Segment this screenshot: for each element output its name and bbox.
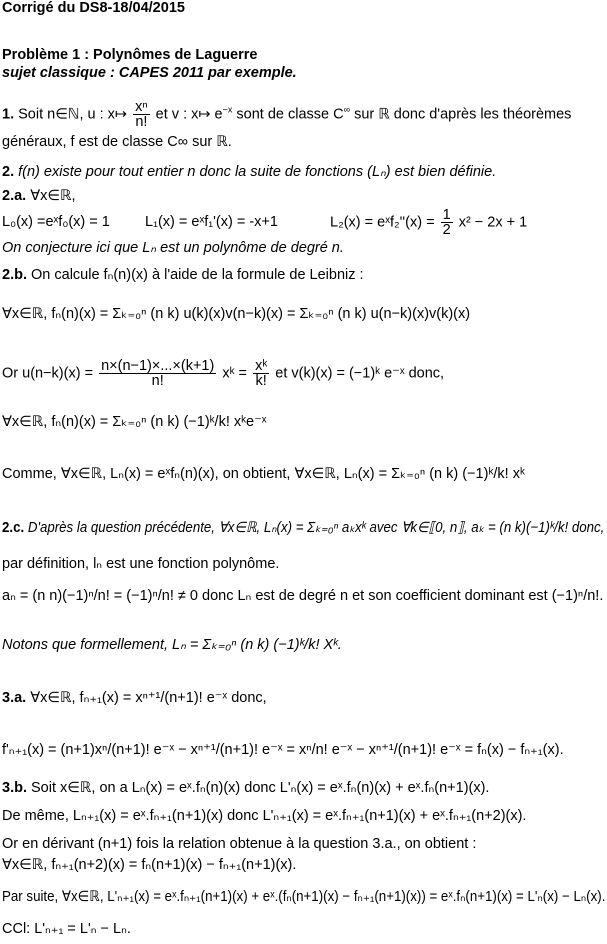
q2a-L2-frac <box>441 208 453 237</box>
q2c-label: 2.c. <box>2 520 25 536</box>
page-title: Corrigé du DS8-18/04/2015 <box>2 0 185 16</box>
q2c-def: par définition, lₙ est une fonction polynôme. <box>2 556 280 572</box>
q2b-or-a: Or u(n−k)(x) = <box>2 365 94 382</box>
q2b-line <box>2 267 364 283</box>
q3b-label: 3.b. <box>2 780 27 796</box>
q2a-L2-num: 1 <box>442 207 451 223</box>
q1-text-b: et v : x↦ e <box>155 106 223 123</box>
q2a-L2 <box>330 208 527 237</box>
q2b-or-den2: k! <box>255 373 267 389</box>
q2b-or-c: et v(k)(x) = (−1)ᵏ e⁻ˣ donc, <box>275 365 445 382</box>
q1-infty: ∞ <box>343 104 351 115</box>
q2b-text: On calcule fₙ(n)(x) à l'aide de la formule de Leibniz : <box>31 267 364 283</box>
q3a-text: ∀x∈ℝ, fₙ₊₁(x) = xⁿ⁺¹/(n+1)! e⁻ˣ donc, <box>30 690 267 706</box>
q2a-line <box>2 188 76 204</box>
q2b-or-den: n! <box>151 373 164 389</box>
q3b-relation: ∀x∈ℝ, fₙ₊₁(n+2)(x) = fₙ(n+1)(x) − fₙ₊₁(n+1)(x). <box>2 857 297 873</box>
q1-frac-den: n! <box>135 114 148 130</box>
q1-line2: généraux, f est de classe C∞ sur ℝ. <box>2 134 232 150</box>
q2-line <box>2 164 496 180</box>
q2a-L0: L₀(x) =eˣf₀(x) = 1 <box>2 214 110 230</box>
q2a-L2-b: x² − 2x + 1 <box>458 214 528 231</box>
q2a-L1: L₁(x) = eˣf₁'(x) = -x+1 <box>145 214 278 230</box>
q2c-an: aₙ = (n n)(−1)ⁿ/n! = (−1)ⁿ/n! ≠ 0 donc Lₙ est de degré n et son coefficient dominant est (−1)ⁿ/n!. <box>2 588 604 604</box>
q2b-or-num: n×(n−1)×...×(k+1) <box>101 358 215 374</box>
q2-text: f(n) existe pour tout entier n donc la suite de fonctions (Lₙ) est bien définie. <box>18 164 497 180</box>
problem-title: Problème 1 : Polynômes de Laguerre <box>2 47 258 63</box>
q2c-text: D'après la question précédente, ∀x∈ℝ, Lₙ(x) = Σₖ₌₀ⁿ aₖxᵏ avec ∀k∈⟦0, n⟧, aₖ = (n k)(−1)ᵏ/k! donc, <box>27 520 605 536</box>
q2b-result: ∀x∈ℝ, fₙ(n)(x) = Σₖ₌₀ⁿ (n k) (−1)ᵏ/k! xᵏe⁻ˣ <box>2 414 267 430</box>
q2a-text: ∀x∈ℝ, <box>30 188 76 204</box>
q3a-line <box>2 690 267 706</box>
q1-exp: −x <box>222 104 233 115</box>
q2a-L2-den: 2 <box>442 222 451 238</box>
q2a-conjecture: On conjecture ici que Lₙ est un polynôme de degré n. <box>2 240 344 256</box>
q2b-or-b: xᵏ = <box>222 365 248 382</box>
q3b-line <box>2 780 489 796</box>
q1-line <box>2 100 571 129</box>
q3a-deriv: f'ₙ₊₁(x) = (n+1)xⁿ/(n+1)! e⁻ˣ − xⁿ⁺¹/(n+1)! e⁻ˣ = xⁿ/n! e⁻ˣ − xⁿ⁺¹/(n+1)! e⁻ˣ = fₙ(x) − fₙ₊₁(x). <box>2 742 564 758</box>
q3a-label: 3.a. <box>2 690 27 706</box>
problem-subtitle: sujet classique : CAPES 2011 par exemple. <box>2 65 297 81</box>
q2b-label: 2.b. <box>2 267 27 283</box>
q2b-or-frac2 <box>253 359 269 388</box>
q2c-line <box>2 520 604 536</box>
q1-label: 1. <box>2 106 15 123</box>
q2b-leibniz: ∀x∈ℝ, fₙ(n)(x) = Σₖ₌₀ⁿ (n k) u(k)(x)v(n−k)(x) = Σₖ₌₀ⁿ (n k) u(n−k)(x)v(k)(x) <box>2 306 471 322</box>
q3b-meme: De même, Lₙ₊₁(x) = eˣ.fₙ₊₁(n+1)(x) donc L'ₙ₊₁(x) = eˣ.fₙ₊₁(n+1)(x) + eˣ.fₙ₊₁(n+2)(x). <box>2 808 527 824</box>
q2b-or-frac1 <box>99 359 216 388</box>
q2a-label: 2.a. <box>2 188 27 204</box>
q1-frac-num: xⁿ <box>135 99 148 115</box>
q2b-or-num2: xᵏ <box>255 358 268 374</box>
q2-label: 2. <box>2 164 15 180</box>
q3b-text: Soit x∈ℝ, on a Lₙ(x) = eˣ.fₙ(n)(x) donc L'ₙ(x) = eˣ.fₙ(n)(x) + eˣ.fₙ(n+1)(x). <box>31 780 490 796</box>
q2c-formel: Notons que formellement, Lₙ = Σₖ₌₀ⁿ (n k) (−1)ᵏ/k! Xᵏ. <box>2 637 342 653</box>
q1-text-a: Soit n∈ℕ, u : x↦ <box>18 106 128 123</box>
q1-text-c: sont de classe C <box>236 106 344 123</box>
q1-fraction <box>133 100 150 129</box>
q2b-or-line <box>2 359 444 388</box>
q3b-deriv: Or en dérivant (n+1) fois la relation obtenue à la question 3.a., on obtient : <box>2 836 477 852</box>
q2b-comme: Comme, ∀x∈ℝ, Lₙ(x) = eˣfₙ(n)(x), on obtient, ∀x∈ℝ, Lₙ(x) = Σₖ₌₀ⁿ (n k) (−1)ᵏ/k! xᵏ <box>2 466 525 482</box>
q3b-conclusion: CCl: L'ₙ₊₁ = L'ₙ − Lₙ. <box>2 921 131 937</box>
q2a-L2-a: L₂(x) = eˣf₂''(x) = <box>330 214 435 231</box>
q1-text-d: sur ℝ donc d'après les théorèmes <box>354 106 572 123</box>
q3b-suite: Par suite, ∀x∈ℝ, L'ₙ₊₁(x) = eˣ.fₙ₊₁(n+1)(x) + eˣ.(fₙ(n+1)(x) − fₙ₊₁(n+1)(x)) = eˣ.fₙ(n+1)(x) = L'ₙ(x) − Lₙ(x). <box>2 889 606 905</box>
